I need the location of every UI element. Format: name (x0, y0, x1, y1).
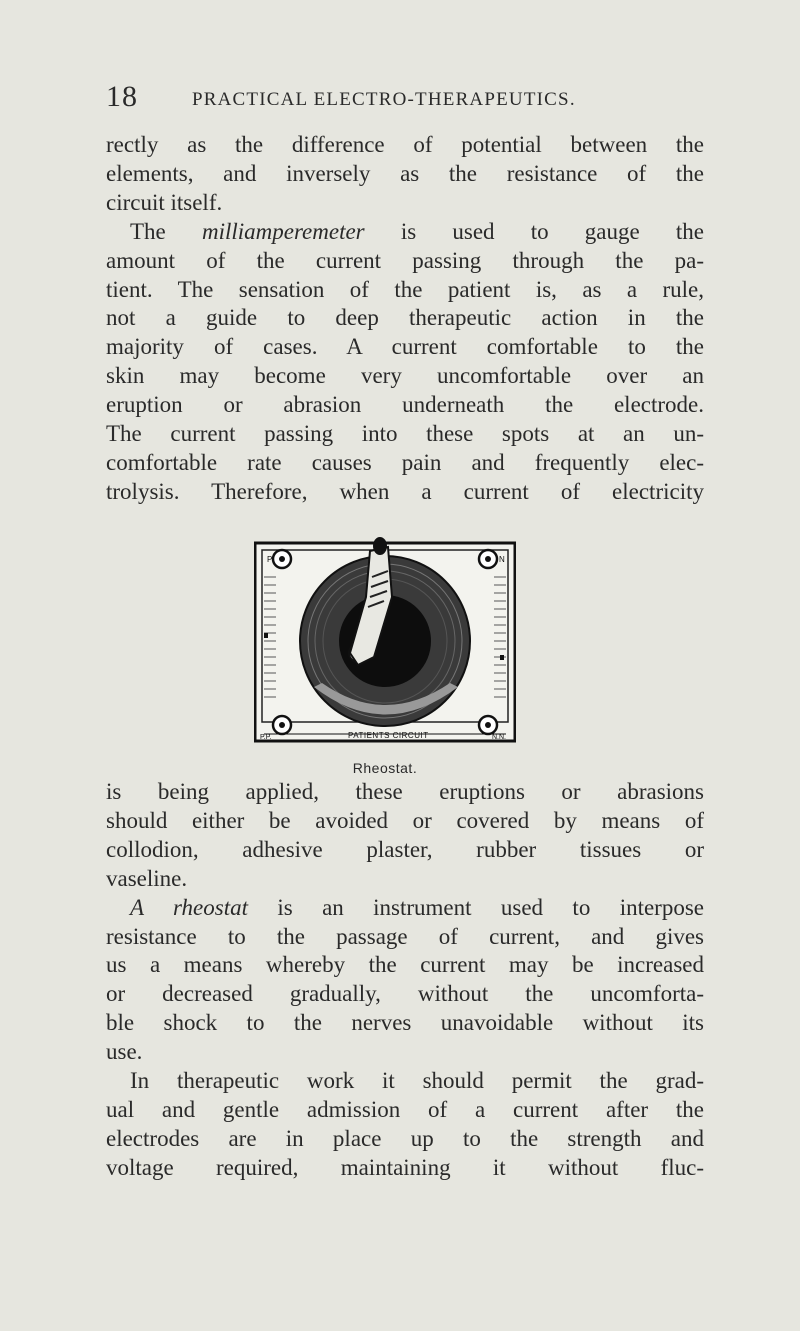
text-line: tient. The sensation of the patient is, as a rule, (106, 276, 704, 302)
label-p: P (267, 555, 273, 564)
text-line: trolysis. Therefore, when a current of electricity (106, 478, 704, 504)
text-line: skin may become very uncomfortable over an (106, 363, 704, 389)
text-line: majority of cases. A current comfortable to the (106, 334, 704, 360)
text-line: voltage required, maintaining it without fluc- (106, 1154, 704, 1180)
text-line: ble shock to the nerves unavoidable without its (106, 1010, 704, 1036)
text-line: The current passing into these spots at an un- (106, 421, 704, 447)
text-line: is being applied, these eruptions or abrasions (106, 779, 704, 804)
text-fragment: is an instrument used to interpose (277, 894, 704, 920)
label-n: N (499, 555, 505, 564)
text-line: electrodes are in place up to the strength and (106, 1125, 704, 1151)
text-line: use. (106, 1039, 143, 1065)
text-line-rheostat (106, 894, 704, 923)
text-line: In therapeutic work it should permit the grad- (130, 1068, 704, 1094)
text-line: ual and gentle admission of a current after the (106, 1096, 704, 1122)
text-line: or decreased gradually, without the uncomforta- (106, 981, 704, 1007)
text-line: eruption or abrasion underneath the electrode. (106, 392, 704, 418)
page-number: 18 (106, 80, 138, 113)
text-line: comfortable rate causes pain and frequently elec- (106, 449, 704, 475)
text-line: elements, and inversely as the resistance of the (106, 160, 704, 186)
text-line: us a means whereby the current may be increased (106, 952, 704, 978)
text-line: resistance to the passage of current, and gives (106, 923, 704, 949)
label-nn: N.N. (492, 734, 506, 741)
figure-caption: Rheostat. (352, 760, 418, 776)
text-line: not a guide to deep therapeutic action in the (106, 305, 704, 331)
text-block-top (106, 131, 704, 507)
text-line: circuit itself. (106, 189, 223, 215)
running-head (106, 80, 706, 114)
term-rheostat: A rheostat (130, 894, 248, 920)
text-line: amount of the current passing through the pa- (106, 247, 704, 273)
text-fragment: is used to gauge the (400, 218, 704, 244)
text-line: rectly as the difference of potential between the (106, 132, 704, 157)
left-contact-dot (264, 633, 268, 638)
word-the: The (130, 218, 166, 244)
label-patients-circuit: PATIENTS CIRCUIT (348, 731, 429, 740)
right-contact-dot (500, 655, 504, 660)
text-line: vaseline. (106, 865, 188, 891)
running-head-title: PRACTICAL ELECTRO-THERAPEUTICS. (192, 89, 576, 110)
term-milliamperemeter: milliamperemeter (201, 218, 365, 244)
rheostat-illustration (254, 537, 516, 743)
lever-knob (373, 537, 387, 555)
label-pp: P.P. (260, 734, 272, 741)
text-line-milliamperemeter (106, 218, 704, 247)
text-block-bottom (106, 778, 704, 1183)
text-line: should either be avoided or covered by means of (106, 807, 704, 833)
text-line: collodion, adhesive plaster, rubber tissues or (106, 836, 704, 862)
